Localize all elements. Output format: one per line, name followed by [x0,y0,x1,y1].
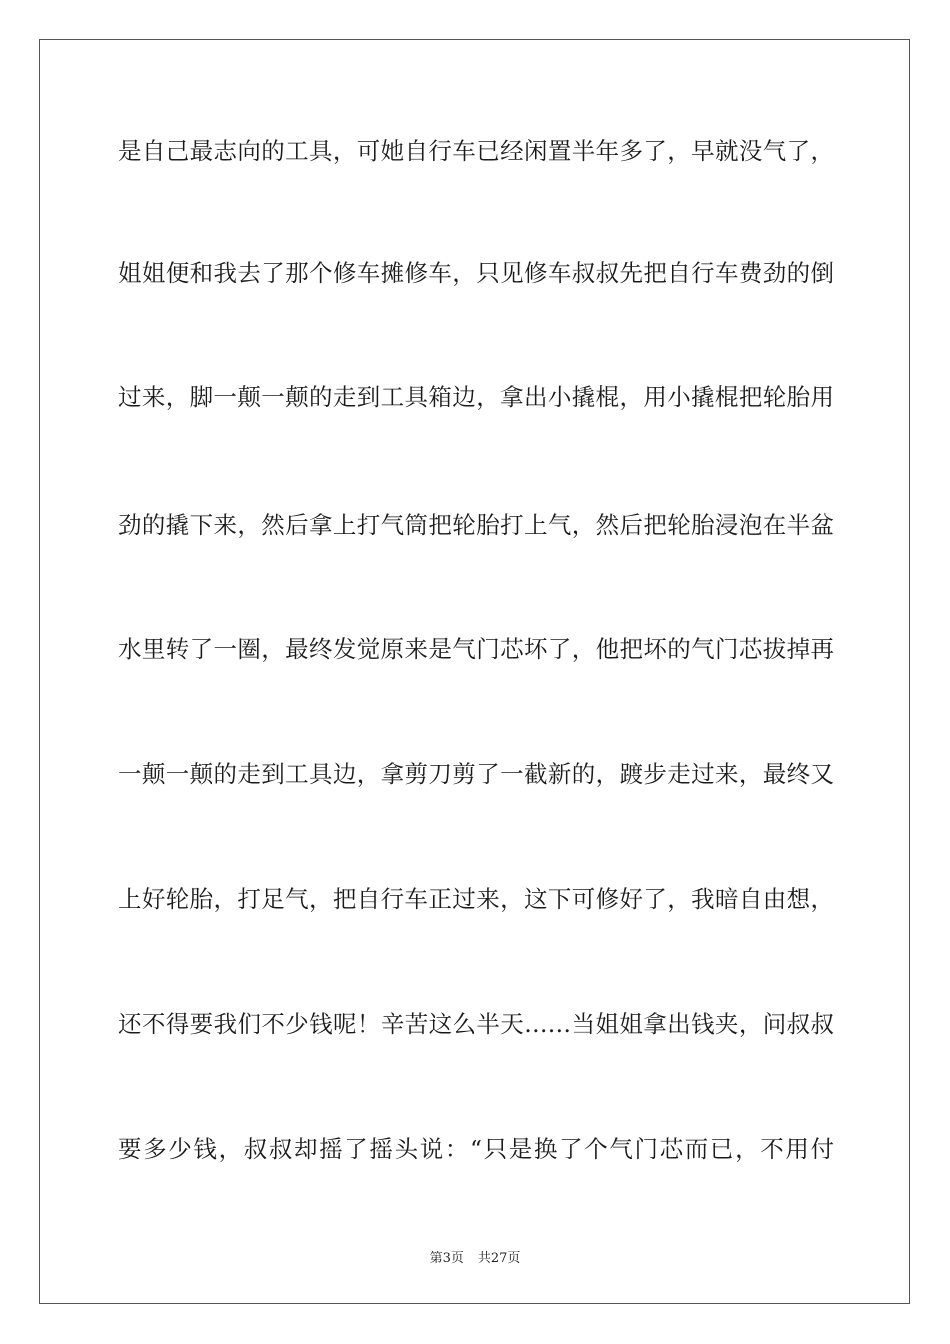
text-line-7: 上好轮胎，打足气，把自行车正过来，这下可修好了，我暗自由想， [118,885,834,913]
page-footer [0,1247,950,1266]
text-line-6: 一颠一颠的走到工具边，拿剪刀剪了一截新的，踱步走过来，最终又 [118,760,834,788]
page-border [39,39,910,1304]
text-line-8: 还不得要我们不少钱呢！辛苦这么半天……当姐姐拿出钱夹，问叔叔 [118,1010,834,1038]
text-line-9: 要多少钱，叔叔却摇了摇头说：“只是换了个气门芯而已，不用付 [118,1135,834,1163]
text-line-4: 劲的撬下来，然后拿上打气筒把轮胎打上气，然后把轮胎浸泡在半盆 [118,511,834,539]
text-line-5: 水里转了一圈，最终发觉原来是气门芯坏了，他把坏的气门芯拔掉再 [118,635,834,663]
total-pages: 共27页 [477,1251,521,1266]
page-number: 第3页 [429,1251,464,1266]
text-line-1: 是自己最志向的工具，可她自行车已经闲置半年多了，早就没气了， [118,137,834,165]
text-line-3: 过来，脚一颠一颠的走到工具箱边，拿出小撬棍，用小撬棍把轮胎用 [118,383,834,411]
text-line-2: 姐姐便和我去了那个修车摊修车，只见修车叔叔先把自行车费劲的倒 [118,259,834,287]
